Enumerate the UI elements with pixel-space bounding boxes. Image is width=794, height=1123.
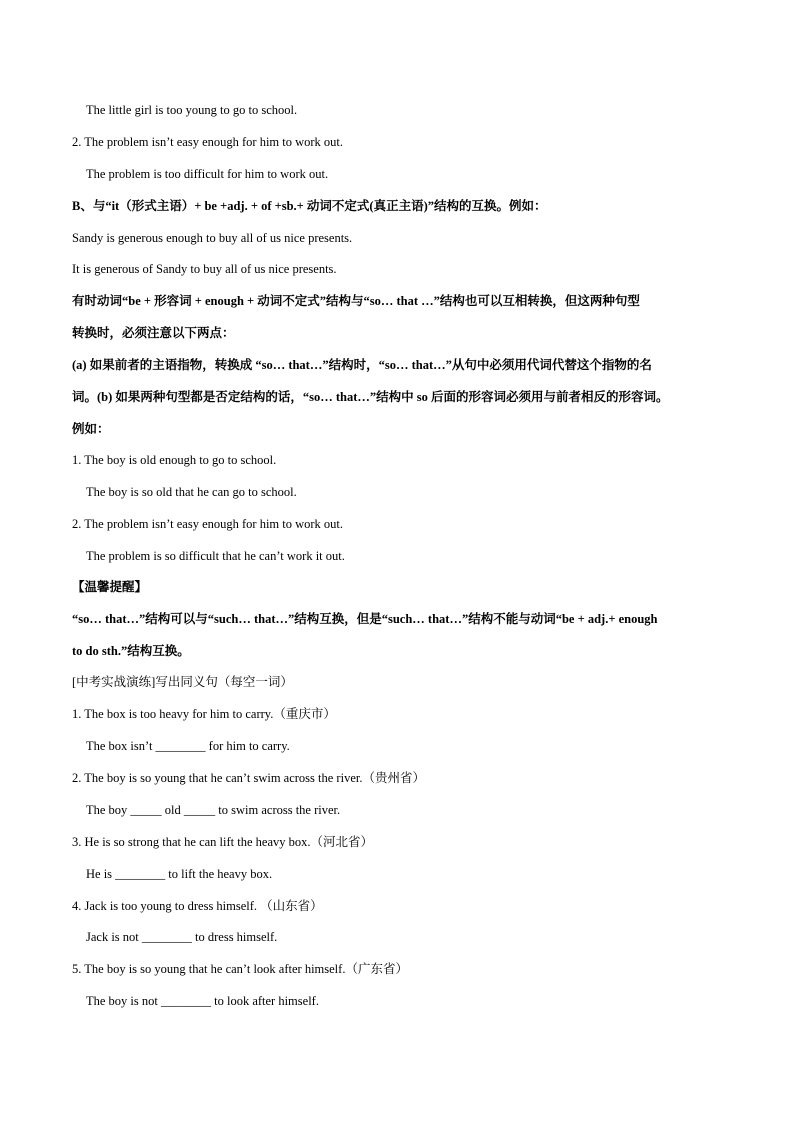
explanation-text: 词。(b) 如果两种句型都是否定结构的话，“so… that…”结构中 so 后面的形容词必须用与前者相反的形容词。 bbox=[72, 390, 669, 404]
explanation-text: (a) 如果前者的主语指物，转换成 “so… that…”结构时，“so… that…”从句中必须用代词代替这个指物的名 bbox=[72, 358, 652, 372]
exercise-question: 4. Jack is too young to dress himself. （山东省） bbox=[72, 899, 323, 913]
tip-text: “so… that…”结构可以与“such… that…”结构互换，但是“such… that…”结构不能与动词“be + adj.+ enough bbox=[72, 612, 658, 626]
explanation-text: 有时动词“be + 形容词 + enough + 动词不定式”结构与“so… that …”结构也可以互相转换，但这两种句型 bbox=[72, 294, 640, 308]
example-sentence: The little girl is too young to go to school. bbox=[86, 103, 298, 117]
exercise-answer-line: Jack is not ________ to dress himself. bbox=[86, 930, 278, 944]
exercise-question: 1. The box is too heavy for him to carry.（重庆市） bbox=[72, 707, 336, 721]
example-sentence: The boy is so old that he can go to school. bbox=[86, 485, 297, 499]
exercise-heading: [中考实战演练]写出同义句（每空一词） bbox=[72, 675, 293, 689]
exercise-answer-line: The boy is not ________ to look after himself. bbox=[86, 994, 319, 1008]
exercise-question: 5. The boy is so young that he can’t look after himself.（广东省） bbox=[72, 962, 408, 976]
example-sentence: The problem is too difficult for him to work out. bbox=[86, 167, 329, 181]
example-sentence: 1. The boy is old enough to go to school. bbox=[72, 453, 277, 467]
example-sentence: 2. The problem isn’t easy enough for him to work out. bbox=[72, 135, 344, 149]
section-heading: B、与“it（形式主语）+ be +adj. + of +sb.+ 动词不定式(真正主语)”结构的互换。例如： bbox=[72, 199, 547, 213]
tip-text: to do sth.”结构互换。 bbox=[72, 644, 190, 658]
exercise-answer-line: The boy _____ old _____ to swim across the river. bbox=[86, 803, 341, 817]
exercise-question: 3. He is so strong that he can lift the heavy box.（河北省） bbox=[72, 835, 373, 849]
example-sentence: It is generous of Sandy to buy all of us nice presents. bbox=[72, 262, 337, 276]
example-sentence: Sandy is generous enough to buy all of us nice presents. bbox=[72, 231, 353, 245]
explanation-text: 例如： bbox=[72, 422, 110, 436]
exercise-answer-line: The box isn’t ________ for him to carry. bbox=[86, 739, 290, 753]
exercise-answer-line: He is ________ to lift the heavy box. bbox=[86, 867, 273, 881]
explanation-text: 转换时，必须注意以下两点： bbox=[72, 326, 235, 340]
tip-heading: 【温馨提醒】 bbox=[72, 580, 148, 594]
example-sentence: The problem is so difficult that he can’t work it out. bbox=[86, 549, 345, 563]
example-sentence: 2. The problem isn’t easy enough for him to work out. bbox=[72, 517, 344, 531]
exercise-question: 2. The boy is so young that he can’t swim across the river.（贵州省） bbox=[72, 771, 425, 785]
